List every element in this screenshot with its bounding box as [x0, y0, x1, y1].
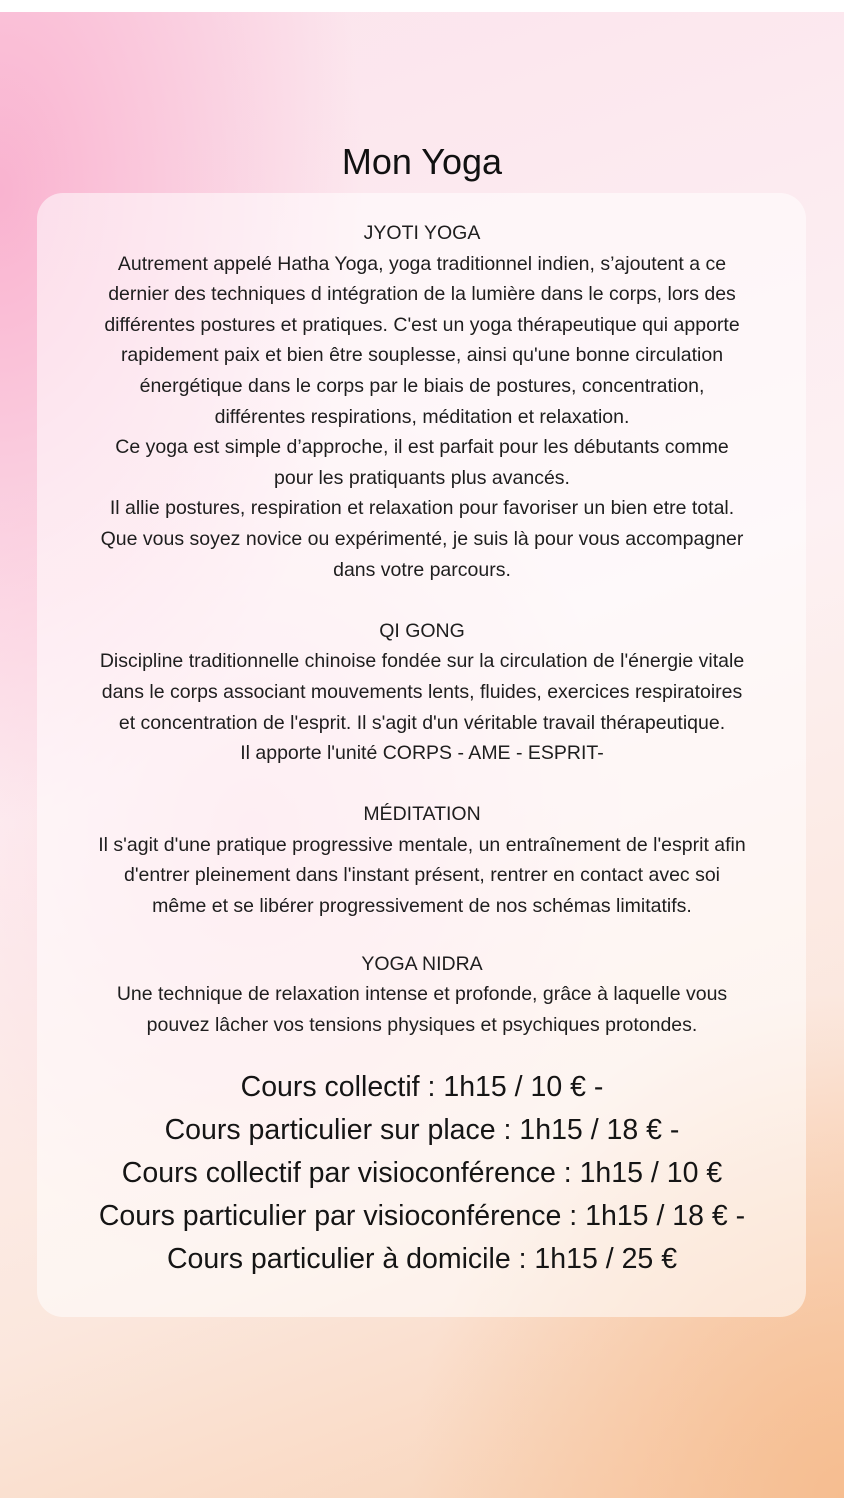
- spacer: [48, 922, 796, 949]
- section-text-line: différentes postures et pratiques. C'est un yoga thérapeutique qui apporte: [104, 313, 740, 336]
- section-text-line: Il apporte l'unité CORPS - AME - ESPRIT-: [240, 742, 604, 765]
- section-text-line: Ce yoga est simple d’approche, il est parfait pour les débutants comme: [115, 436, 729, 459]
- section-text-line: dans votre parcours.: [333, 558, 511, 581]
- section-heading: QI GONG: [379, 619, 465, 642]
- price-list: [48, 1066, 796, 1281]
- page-title: Mon Yoga: [341, 141, 503, 183]
- section-text-line: Autrement appelé Hatha Yoga, yoga traditionnel indien, s’ajoutent a ce: [117, 252, 727, 275]
- section-text-line: Il s'agit d'une pratique progressive mentale, un entraînement de l'esprit afin: [98, 833, 746, 856]
- section-heading: MÉDITATION: [363, 803, 481, 826]
- section-text-line: Discipline traditionnelle chinoise fondée sur la circulation de l'énergie vitale: [99, 650, 745, 673]
- section-qi-gong: [48, 616, 796, 769]
- section-text-line: dans le corps associant mouvements lents, fluides, exercices respiratoires: [101, 680, 743, 703]
- section-text-line: énergétique dans le corps par le biais de postures, concentration,: [139, 374, 705, 397]
- section-jyoti-yoga: [48, 218, 796, 585]
- section-text-line: différentes respirations, méditation et relaxation.: [214, 405, 630, 428]
- price-item: Cours collectif : 1h15 / 10 € -: [240, 1071, 604, 1104]
- section-meditation: [48, 799, 796, 921]
- price-item: Cours particulier par visioconférence : 1h15 / 18 € -: [98, 1200, 746, 1233]
- page-background: [0, 12, 844, 1498]
- price-item: Cours particulier sur place : 1h15 / 18 € -: [164, 1114, 680, 1147]
- spacer: [48, 769, 796, 800]
- section-text-line: même et se libérer progressivement de nos schémas limitatifs.: [152, 895, 692, 918]
- section-text-line: Que vous soyez novice ou expérimenté, je suis là pour vous accompagner: [100, 527, 744, 550]
- content-body: [48, 218, 796, 1281]
- section-text-line: dernier des techniques d intégration de la lumière dans le corps, lors des: [108, 283, 736, 306]
- spacer: [48, 585, 796, 616]
- section-text-line: Il allie postures, respiration et relaxation pour favoriser un bien etre total.: [109, 497, 735, 520]
- section-text-line: et concentration de l'esprit. Il s'agit d'un véritable travail thérapeutique.: [118, 711, 726, 734]
- section-text-line: Une technique de relaxation intense et profonde, grâce à laquelle vous: [116, 983, 728, 1006]
- price-item: Cours particulier à domicile : 1h15 / 25 €: [166, 1243, 678, 1276]
- section-heading: YOGA NIDRA: [361, 952, 483, 975]
- section-text-line: d'entrer pleinement dans l'instant présent, rentrer en contact avec soi: [123, 864, 721, 887]
- section-text-line: pouvez lâcher vos tensions physiques et psychiques protondes.: [146, 1013, 698, 1036]
- section-text-line: pour les pratiquants plus avancés.: [274, 466, 570, 489]
- section-yoga-nidra: [48, 949, 796, 1041]
- price-item: Cours collectif par visioconférence : 1h15 / 10 €: [121, 1157, 723, 1190]
- section-heading: JYOTI YOGA: [363, 222, 481, 244]
- section-text-line: rapidement paix et bien être souplesse, ainsi qu'une bonne circulation: [120, 344, 724, 367]
